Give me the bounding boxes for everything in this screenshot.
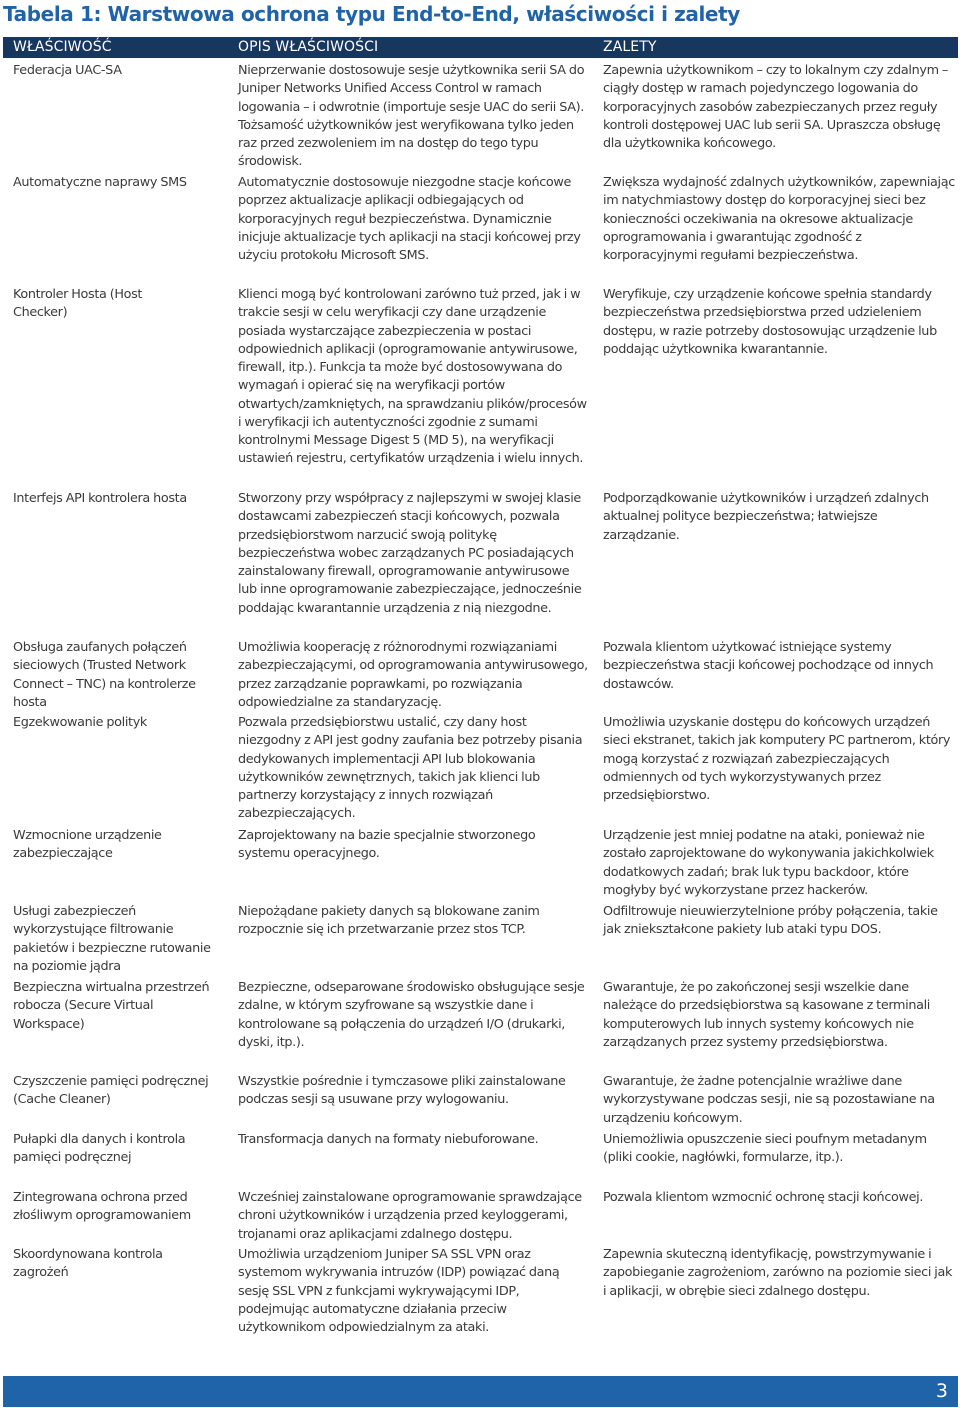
benefits-cell: Umożliwia uzyskanie dostępu do końcowych urządzeń sieci ekstranet, takich jak komputery PC partnerom, który mogą korzystać z rozwiązań zabezpieczających odmiennych od tych wykorzystywanych przez przedsiębiorstwo. — [603, 715, 951, 803]
description-cell: Transformacja danych na formaty niebuforowane. — [238, 1132, 539, 1147]
header-property: WŁAŚCIWOŚĆ — [13, 39, 112, 55]
page-number: 3 — [935, 1380, 948, 1402]
description-cell: Stworzony przy współpracy z najlepszymi w swojej klasie dostawcami zabezpieczeń stacji końcowych, pozwala przedsiębiorstwom narzucić swoją politykę bezpieczeństwa wobec zarządzanych PC posiadających zainstalowany firewall, oprogramowanie antywirusowe lub inne oprogramowanie zabezpieczające, jednocześnie poddając kwarantannie urządzenia z nią niezgodne. — [238, 491, 582, 616]
header-description: OPIS WŁAŚCIWOŚCI — [238, 39, 379, 55]
description-cell: Automatycznie dostosowuje niezgodne stacje końcowe poprzez aktualizacje aplikacji odbiegających od korporacyjnych reguł bezpieczeństwa. Dynamicznie inicjuje aktualizacje tych aplikacji na stacji końcowej przy użyciu protokołu Microsoft SMS. — [238, 175, 581, 263]
description-cell: Bezpieczne, odseparowane środowisko obsługujące sesje zdalne, w którym szyfrowane są wszystkie dane i kontrolowane są połączenia do urządzeń I/O (drukarki, dyski, itp.). — [238, 980, 585, 1050]
description-cell: Umożliwia urządzeniom Juniper SA SSL VPN oraz systemom wykrywania intruzów (IDP) powiązać daną sesję SSL VPN z funkcjami wykrywającymi IDP, podejmując automatyczne działania przeciw użytkownikom odpowiedzialnym za ataki. — [238, 1247, 560, 1335]
property-cell: Obsługa zaufanych połączeń sieciowych (Trusted Network Connect – TNC) na kontrolerze hosta — [13, 640, 196, 710]
property-cell: Kontroler Hosta (Host Checker) — [13, 287, 143, 321]
property-cell: Wzmocnione urządzenie zabezpieczające — [13, 828, 162, 862]
property-cell: Interfejs API kontrolera hosta — [13, 491, 187, 506]
description-cell: Pozwala przedsiębiorstwu ustalić, czy dany host niezgodny z API jest godny zaufania bez potrzeby pisania dedykowanych implementacji API lub blokowania użytkowników zewnętrznych, takich jak klienci lub partnerzy korzystający z innych rozwiązań zabezpieczających. — [238, 715, 583, 822]
benefits-cell: Pozwala klientom wzmocnić ochronę stacji końcowej. — [603, 1190, 924, 1205]
property-cell: Federacja UAC-SA — [13, 63, 122, 78]
benefits-cell: Gwarantuje, że po zakończonej sesji wszelkie dane należące do przedsiębiorstwa są kasowane z terminali komputerowych lub innych systemy końcowych nie zarządzanych przez systemy przedsiębiorstwa. — [603, 980, 931, 1050]
description-cell: Umożliwia kooperację z różnorodnymi rozwiązaniami zabezpieczającymi, od oprogramowania antywirusowego, przez zarządzanie poprawkami, po rozwiązania odpowiedzialne za standaryzację. — [238, 640, 588, 710]
benefits-cell: Gwarantuje, że żadne potencjalnie wrażliwe dane wykorzystywane podczas sesji, nie są pozostawiane na urządzeniu końcowym. — [603, 1074, 935, 1126]
property-cell: Czyszczenie pamięci podręcznej (Cache Cleaner) — [13, 1074, 209, 1108]
footer-bar — [3, 1376, 958, 1407]
page-title: Tabela 1: Warstwowa ochrona typu End-to-End, właściwości i zalety — [3, 2, 740, 26]
property-cell: Usługi zabezpieczeń wykorzystujące filtrowanie pakietów i bezpieczne rutowanie na poziomie jądra — [13, 904, 211, 974]
benefits-cell: Urządzenie jest mniej podatne na ataki, ponieważ nie zostało zaprojektowane do wykonywania jakichkolwiek dodatkowych zadań; brak luk typu backdoor, które mogłyby być wykorzystane przez hackerów. — [603, 828, 934, 898]
property-cell: Skoordynowana kontrola zagrożeń — [13, 1247, 163, 1281]
description-cell: Niepożądane pakiety danych są blokowane zanim rozpocznie się ich przetwarzanie przez stos TCP. — [238, 904, 540, 938]
benefits-cell: Zapewnia użytkownikom – czy to lokalnym czy zdalnym – ciągły dostęp w ramach pojedynczego logowania do korporacyjnych zasobów zabezpieczanych przez reguły kontroli dostępowej UAC lub serii SA. Upraszcza obsługę dla użytkownika końcowego. — [603, 63, 948, 151]
property-cell: Automatyczne naprawy SMS — [13, 175, 187, 190]
property-cell: Bezpieczna wirtualna przestrzeń robocza (Secure Virtual Workspace) — [13, 980, 210, 1032]
header-benefits: ZALETY — [603, 39, 657, 55]
benefits-cell: Podporządkowanie użytkowników i urządzeń zdalnych aktualnej polityce bezpieczeństwa; łatwiejsze zarządzanie. — [603, 491, 929, 543]
benefits-cell: Zwiększa wydajność zdalnych użytkowników, zapewniając im natychmiastowy dostęp do korporacyjnej sieci bez konieczności oczekiwania na okresowe aktualizacje oprogramowania i gwarantując zgodność z korporacyjnymi regułami bezpieczeństwa. — [603, 175, 955, 263]
benefits-cell: Weryfikuje, czy urządzenie końcowe spełnia standardy bezpieczeństwa przedsiębiorstwa przed udzieleniem dostępu, w razie potrzeby dostosowując urządzenie lub poddając użytkownika kwarantannie. — [603, 287, 937, 357]
property-cell: Egzekwowanie polityk — [13, 715, 147, 730]
benefits-cell: Pozwala klientom użytkować istniejące systemy bezpieczeństwa stacji końcowej pochodzące od innych dostawców. — [603, 640, 934, 692]
table-header — [3, 37, 958, 58]
benefits-cell: Zapewnia skuteczną identyfikację, powstrzymywanie i zapobieganie zagrożeniom, zarówno na poziomie sieci jak i aplikacji, w obrębie sieci zdalnego dostępu. — [603, 1247, 953, 1299]
description-cell: Wcześniej zainstalowane oprogramowanie sprawdzające chroni użytkowników i urządzenia przed keyloggerami, trojanami oraz aplikacjami zdalnego dostępu. — [238, 1190, 582, 1242]
benefits-cell: Uniemożliwia opuszczenie sieci poufnym metadanym (pliki cookie, nagłówki, formularze, itp.). — [603, 1132, 927, 1166]
description-cell: Nieprzerwanie dostosowuje sesje użytkownika serii SA do Juniper Networks Unified Access Control w ramach logowania – i odwrotnie (importuje sesje UAC do serii SA). Tożsamość użytkowników jest weryfikowana tylko jeden raz przed zezwoleniem im na dostęp do tego typu środowisk. — [238, 63, 585, 170]
property-cell: Pułapki dla danych i kontrola pamięci podręcznej — [13, 1132, 186, 1166]
benefits-cell: Odfiltrowuje nieuwierzytelnione próby połączenia, takie jak zniekształcone pakiety lub ataki typu DOS. — [603, 904, 938, 938]
description-cell: Klienci mogą być kontrolowani zarówno tuż przed, jak i w trakcie sesji w celu weryfikacji czy dane urządzenie posiada wystarczające zabezpieczenia w postaci odpowiednich aplikacji (oprogramowanie antywirusowe, firewall, itp.). Funkcja ta może być dostosowywana do wymagań i opierać się na weryfikacji portów otwartych/zamkniętych, na sprawdzaniu plików/procesów i weryfikacji ich autentyczności zgodnie z sumami kontrolnymi Message Digest 5 (MD 5), na weryfikacji ustawień rejestru, certyfikatów urządzenia i wielu innych. — [238, 287, 587, 467]
description-cell: Wszystkie pośrednie i tymczasowe pliki zainstalowane podczas sesji są usuwane przy wylogowaniu. — [238, 1074, 566, 1108]
description-cell: Zaprojektowany na bazie specjalnie stworzonego systemu operacyjnego. — [238, 828, 536, 862]
property-cell: Zintegrowana ochrona przed złośliwym oprogramowaniem — [13, 1190, 191, 1224]
